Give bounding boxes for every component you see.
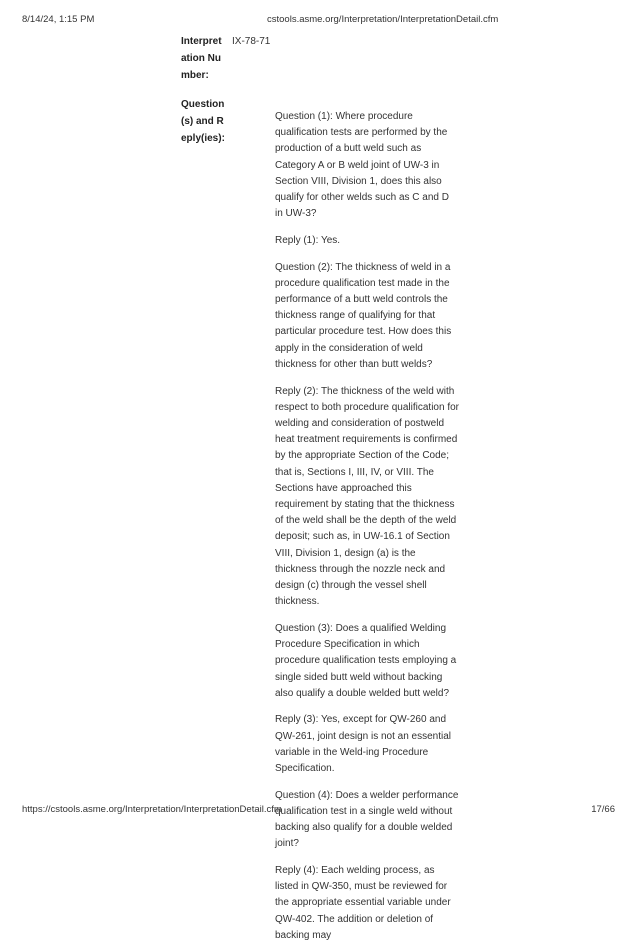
reply-1: Reply (1): Yes. <box>275 234 341 246</box>
question-4: Question (4): Does a welder performance qualification test in a single weld without backing also qualify for a double welded joint? <box>275 789 459 850</box>
reply-4: Reply (4): Each welding process, as listed in QW-350, must be reviewed for the appropriate essential variable under QW-402. The addition or deletion of backing may <box>275 865 451 941</box>
reply-3: Reply (3): Yes, except for QW-260 and QW-261, joint design is not an essential variable in the Weld-ing Procedure Specification. <box>275 714 452 775</box>
question-2: Question (2): The thickness of weld in a procedure qualification test made in the performance of a butt weld controls the thickness range of qualifying for that particular procedure test. How does this apply in the consideration of weld thickness for other than butt welds? <box>275 261 452 370</box>
question-1: Question (1): Where procedure qualification tests are performed by the production of a butt weld such as Category A or B weld joint of UW-3 in Section VIII, Division 1, does this also qualify for other welds such as C and D in UW-3? <box>275 111 449 220</box>
print-datetime: 8/14/24, 1:15 PM <box>22 14 95 25</box>
questions-replies-content <box>275 109 459 941</box>
reply-2: Reply (2): The thickness of the weld with respect to both procedure qualification for welding and consideration of postweld heat treatment requirements is confirmed by the appropriate Section of the Code; that is, Sections I, III, IV, or VIII. The Sections have approached this requirement by stating that the thickness of the weld shall be the depth of the weld deposit; such as, in UW-16.1 of Section VIII, Division 1, design (a) is the thickness through the nozzle neck and design (c) through the vessel shell thickness. <box>275 385 459 608</box>
page-number: 17/66 <box>591 804 615 815</box>
print-header-url: cstools.asme.org/Interpretation/InterpretationDetail.cfm <box>267 14 499 25</box>
interpretation-number-value: IX-78-71 <box>232 36 271 47</box>
question-3: Question (3): Does a qualified Welding Procedure Specification in which procedure qualification tests employing a single sided butt weld without backing also qualify a double welded butt weld? <box>275 622 457 699</box>
questions-replies-label: Question(s) and Reply(ies): <box>181 99 225 144</box>
interpretation-number-label: Interpretation Number: <box>181 36 222 81</box>
print-footer-url: https://cstools.asme.org/Interpretation/InterpretationDetail.cfm <box>22 804 282 815</box>
